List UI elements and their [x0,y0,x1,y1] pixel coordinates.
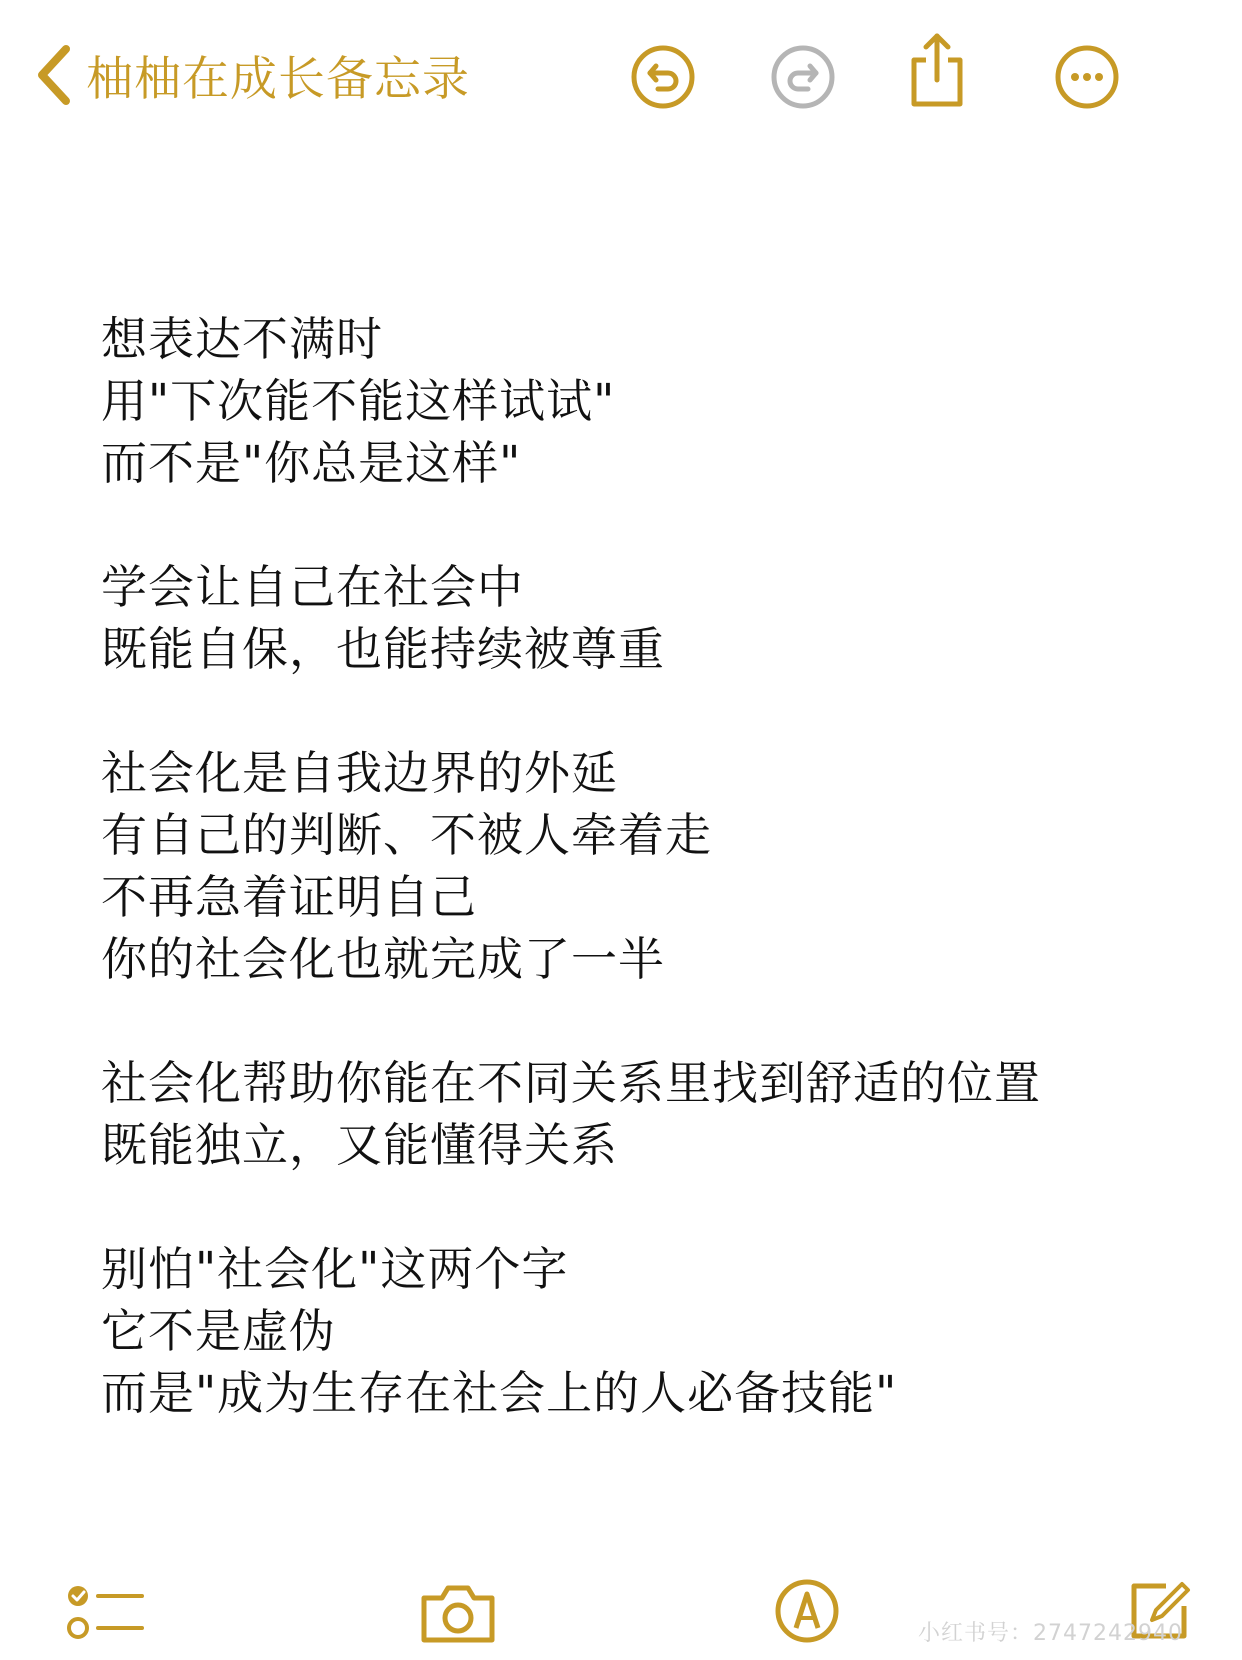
camera-icon [418,1580,498,1646]
folder-title: 柚柚在成长备忘录 [86,51,470,107]
markup-button[interactable] [774,1578,840,1648]
top-toolbar [0,0,1242,150]
paragraph [101,556,1161,680]
watermark: 小红书号：2747242940 [918,1621,1183,1646]
text-line: 而是"成为生存在社会上的人必备技能" [101,1366,898,1420]
chevron-left-icon [34,43,72,107]
redo-icon [768,42,838,112]
checklist-icon [64,1582,144,1644]
undo-button[interactable] [628,42,698,112]
text-line: 它不是虚伪 [101,1304,336,1358]
text-line: 用"下次能不能这样试试" [101,374,616,428]
paragraph [101,1238,1161,1424]
text-line: 想表达不满时 [101,312,383,366]
text-line: 不再急着证明自己 [101,870,477,924]
paragraph [101,742,1161,990]
text-line: 既能自保，也能持续被尊重 [101,622,665,676]
camera-button[interactable] [418,1580,498,1650]
text-line: 而不是"你总是这样" [101,436,522,490]
more-button[interactable] [1052,42,1122,112]
share-button[interactable] [902,30,972,110]
text-line: 学会让自己在社会中 [101,560,524,614]
checklist-button[interactable] [64,1582,144,1648]
note-body[interactable] [101,308,1161,1486]
markup-pen-icon [774,1578,840,1644]
paragraph [101,308,1161,494]
text-line: 别怕"社会化"这两个字 [101,1242,569,1296]
text-line: 既能独立，又能懂得关系 [101,1118,618,1172]
ellipsis-icon [1052,42,1122,112]
text-line: 社会化是自我边界的外延 [101,746,618,800]
share-icon [902,30,972,110]
text-line: 你的社会化也就完成了一半 [101,932,665,986]
paragraph [101,1052,1161,1176]
redo-button[interactable] [768,42,838,112]
text-line: 社会化帮助你能在不同关系里找到舒适的位置 [101,1056,1041,1110]
back-button[interactable] [34,40,470,110]
text-line: 有自己的判断、不被人牵着走 [101,808,712,862]
undo-icon [628,42,698,112]
